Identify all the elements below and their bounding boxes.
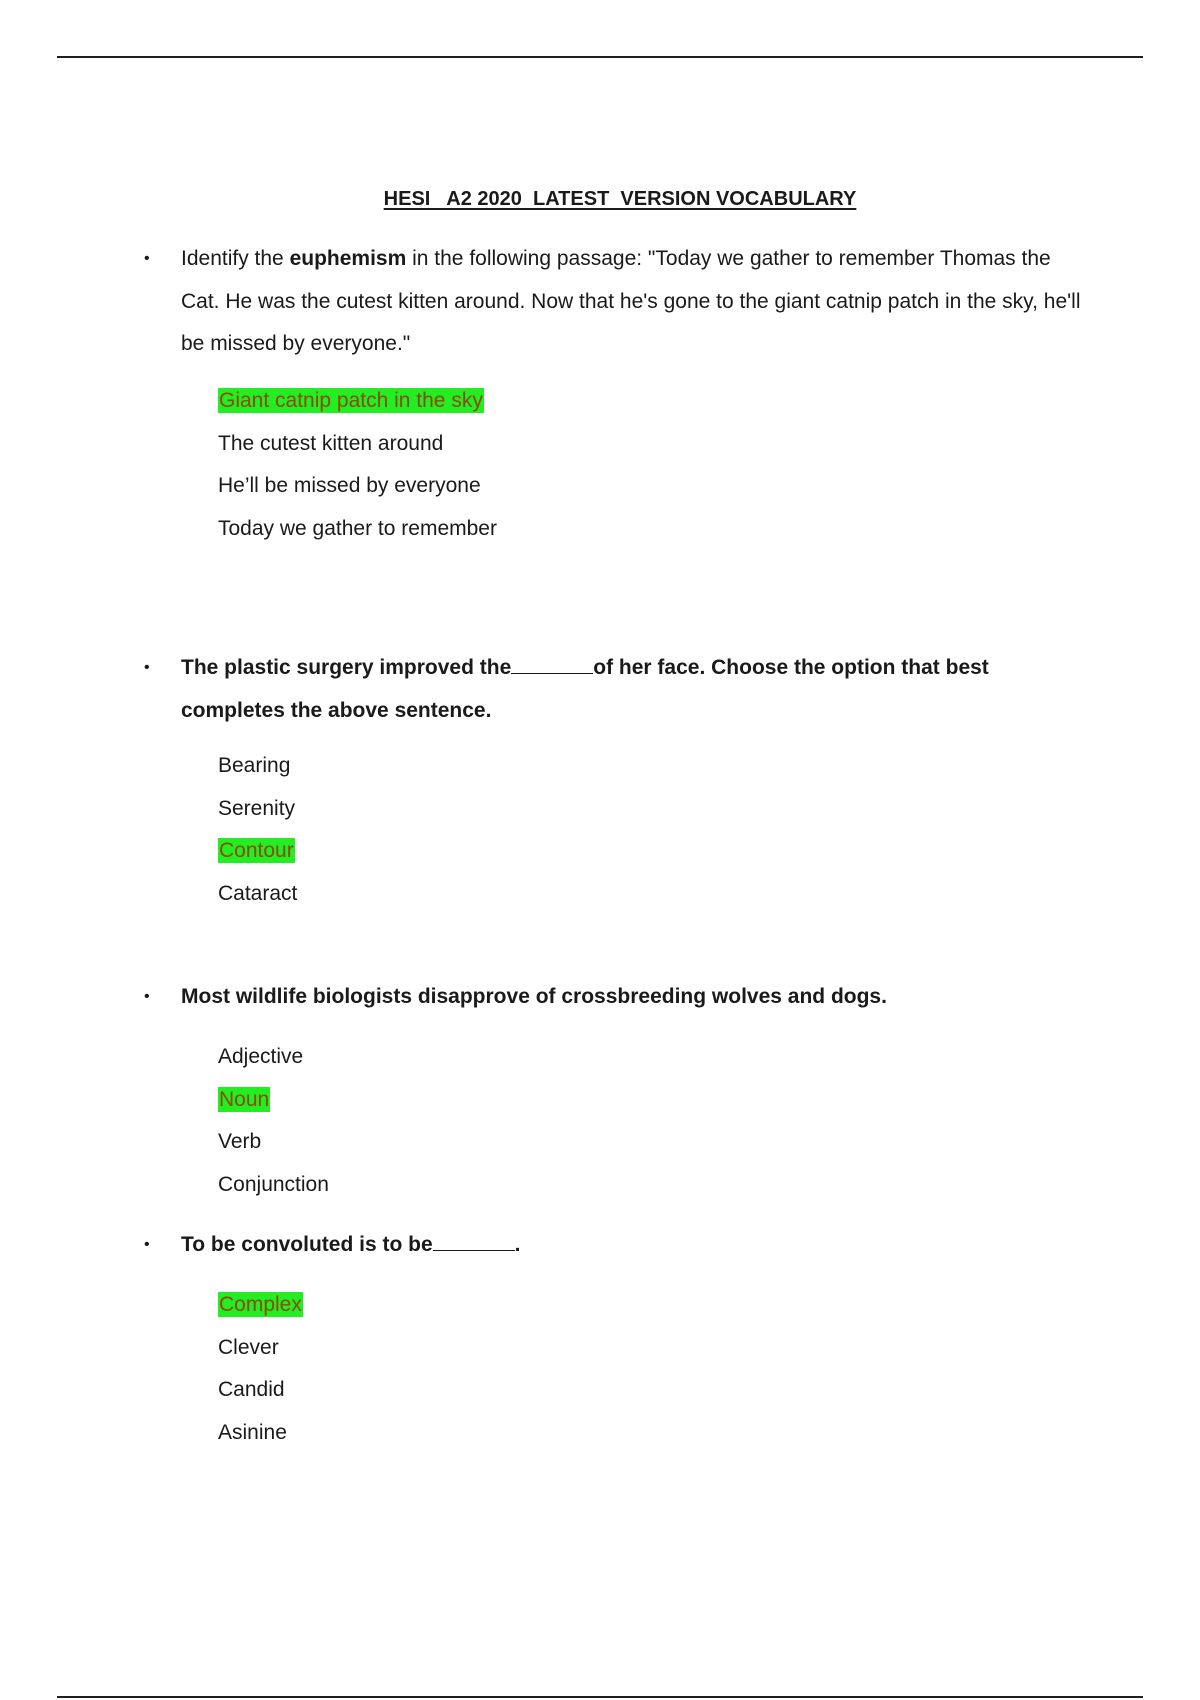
question-4-text bbox=[181, 1224, 1084, 1267]
answer-option[interactable] bbox=[218, 508, 497, 551]
option-label: Serenity bbox=[218, 796, 296, 820]
answer-option[interactable] bbox=[218, 1369, 303, 1412]
document-title: HESI A2 2020 LATEST VERSION VOCABULARY bbox=[383, 188, 857, 210]
answer-option[interactable] bbox=[218, 1121, 329, 1164]
question-3-text: Most wildlife biologists disapprove of crossbreeding wolves and dogs. bbox=[181, 985, 887, 1008]
option-label: Complex bbox=[219, 1293, 302, 1316]
answer-option[interactable] bbox=[218, 1164, 329, 1207]
question-4-options bbox=[218, 1284, 303, 1454]
answer-option[interactable] bbox=[218, 788, 297, 831]
option-label: Conjunction bbox=[218, 1172, 329, 1196]
answer-option[interactable] bbox=[218, 1412, 303, 1455]
question-emphasis: euphemism bbox=[289, 247, 407, 270]
option-label: Asinine bbox=[218, 1420, 287, 1444]
option-label: He’ll be missed by everyone bbox=[218, 474, 481, 497]
question-3-options bbox=[218, 1036, 329, 1206]
answer-option[interactable] bbox=[218, 830, 297, 873]
option-label: Giant catnip patch in the sky bbox=[219, 389, 483, 412]
question-text-part: in the following passage: "Today we gather to remember Thomas the Cat. He was the cutest kitten around. Now that he's gone to the giant catnip patch in the sky, he'll be missed by everyone." bbox=[181, 247, 1081, 355]
question-2-text bbox=[181, 647, 1084, 732]
answer-option[interactable] bbox=[218, 380, 497, 423]
answer-option[interactable] bbox=[218, 745, 297, 788]
question-1 bbox=[144, 238, 1084, 366]
blank-line bbox=[511, 651, 593, 674]
option-label: Cataract bbox=[218, 881, 298, 905]
blank-line bbox=[433, 1228, 515, 1251]
question-4 bbox=[144, 1224, 1084, 1267]
answer-option[interactable] bbox=[218, 1327, 303, 1370]
answer-option[interactable] bbox=[218, 465, 497, 508]
answer-option[interactable] bbox=[218, 1036, 329, 1079]
bullet: • bbox=[144, 1236, 150, 1253]
answer-option[interactable] bbox=[218, 1079, 329, 1122]
option-label: The cutest kitten around bbox=[218, 431, 444, 455]
bullet: • bbox=[144, 250, 150, 267]
question-1-options bbox=[218, 380, 497, 550]
option-label: Bearing bbox=[218, 754, 291, 777]
option-label: Noun bbox=[219, 1087, 270, 1111]
question-text-part: . bbox=[514, 1233, 521, 1256]
option-label: Adjective bbox=[218, 1045, 304, 1068]
bullet: • bbox=[144, 659, 150, 676]
question-text-part: The plastic surgery improved the bbox=[181, 656, 512, 679]
question-text-part: of her face. Choose the option that best completes the above sentence. bbox=[181, 656, 989, 722]
option-label: Verb bbox=[218, 1130, 262, 1153]
question-2-options bbox=[218, 745, 297, 915]
bottom-rule bbox=[57, 1696, 1143, 1698]
option-label: Candid bbox=[218, 1378, 285, 1401]
question-3 bbox=[144, 976, 1084, 1019]
question-2 bbox=[144, 647, 1084, 732]
option-label: Today we gather to remember bbox=[218, 516, 497, 540]
top-rule bbox=[57, 56, 1143, 58]
answer-option[interactable] bbox=[218, 1284, 303, 1327]
option-label: Contour bbox=[219, 839, 294, 862]
bullet: • bbox=[144, 988, 150, 1005]
question-text-part: Identify the bbox=[181, 247, 290, 270]
question-1-text bbox=[181, 238, 1084, 366]
answer-option[interactable] bbox=[218, 423, 497, 466]
question-text-part: To be convoluted is to be bbox=[181, 1233, 433, 1256]
answer-option[interactable] bbox=[218, 873, 297, 916]
option-label: Clever bbox=[218, 1335, 279, 1359]
